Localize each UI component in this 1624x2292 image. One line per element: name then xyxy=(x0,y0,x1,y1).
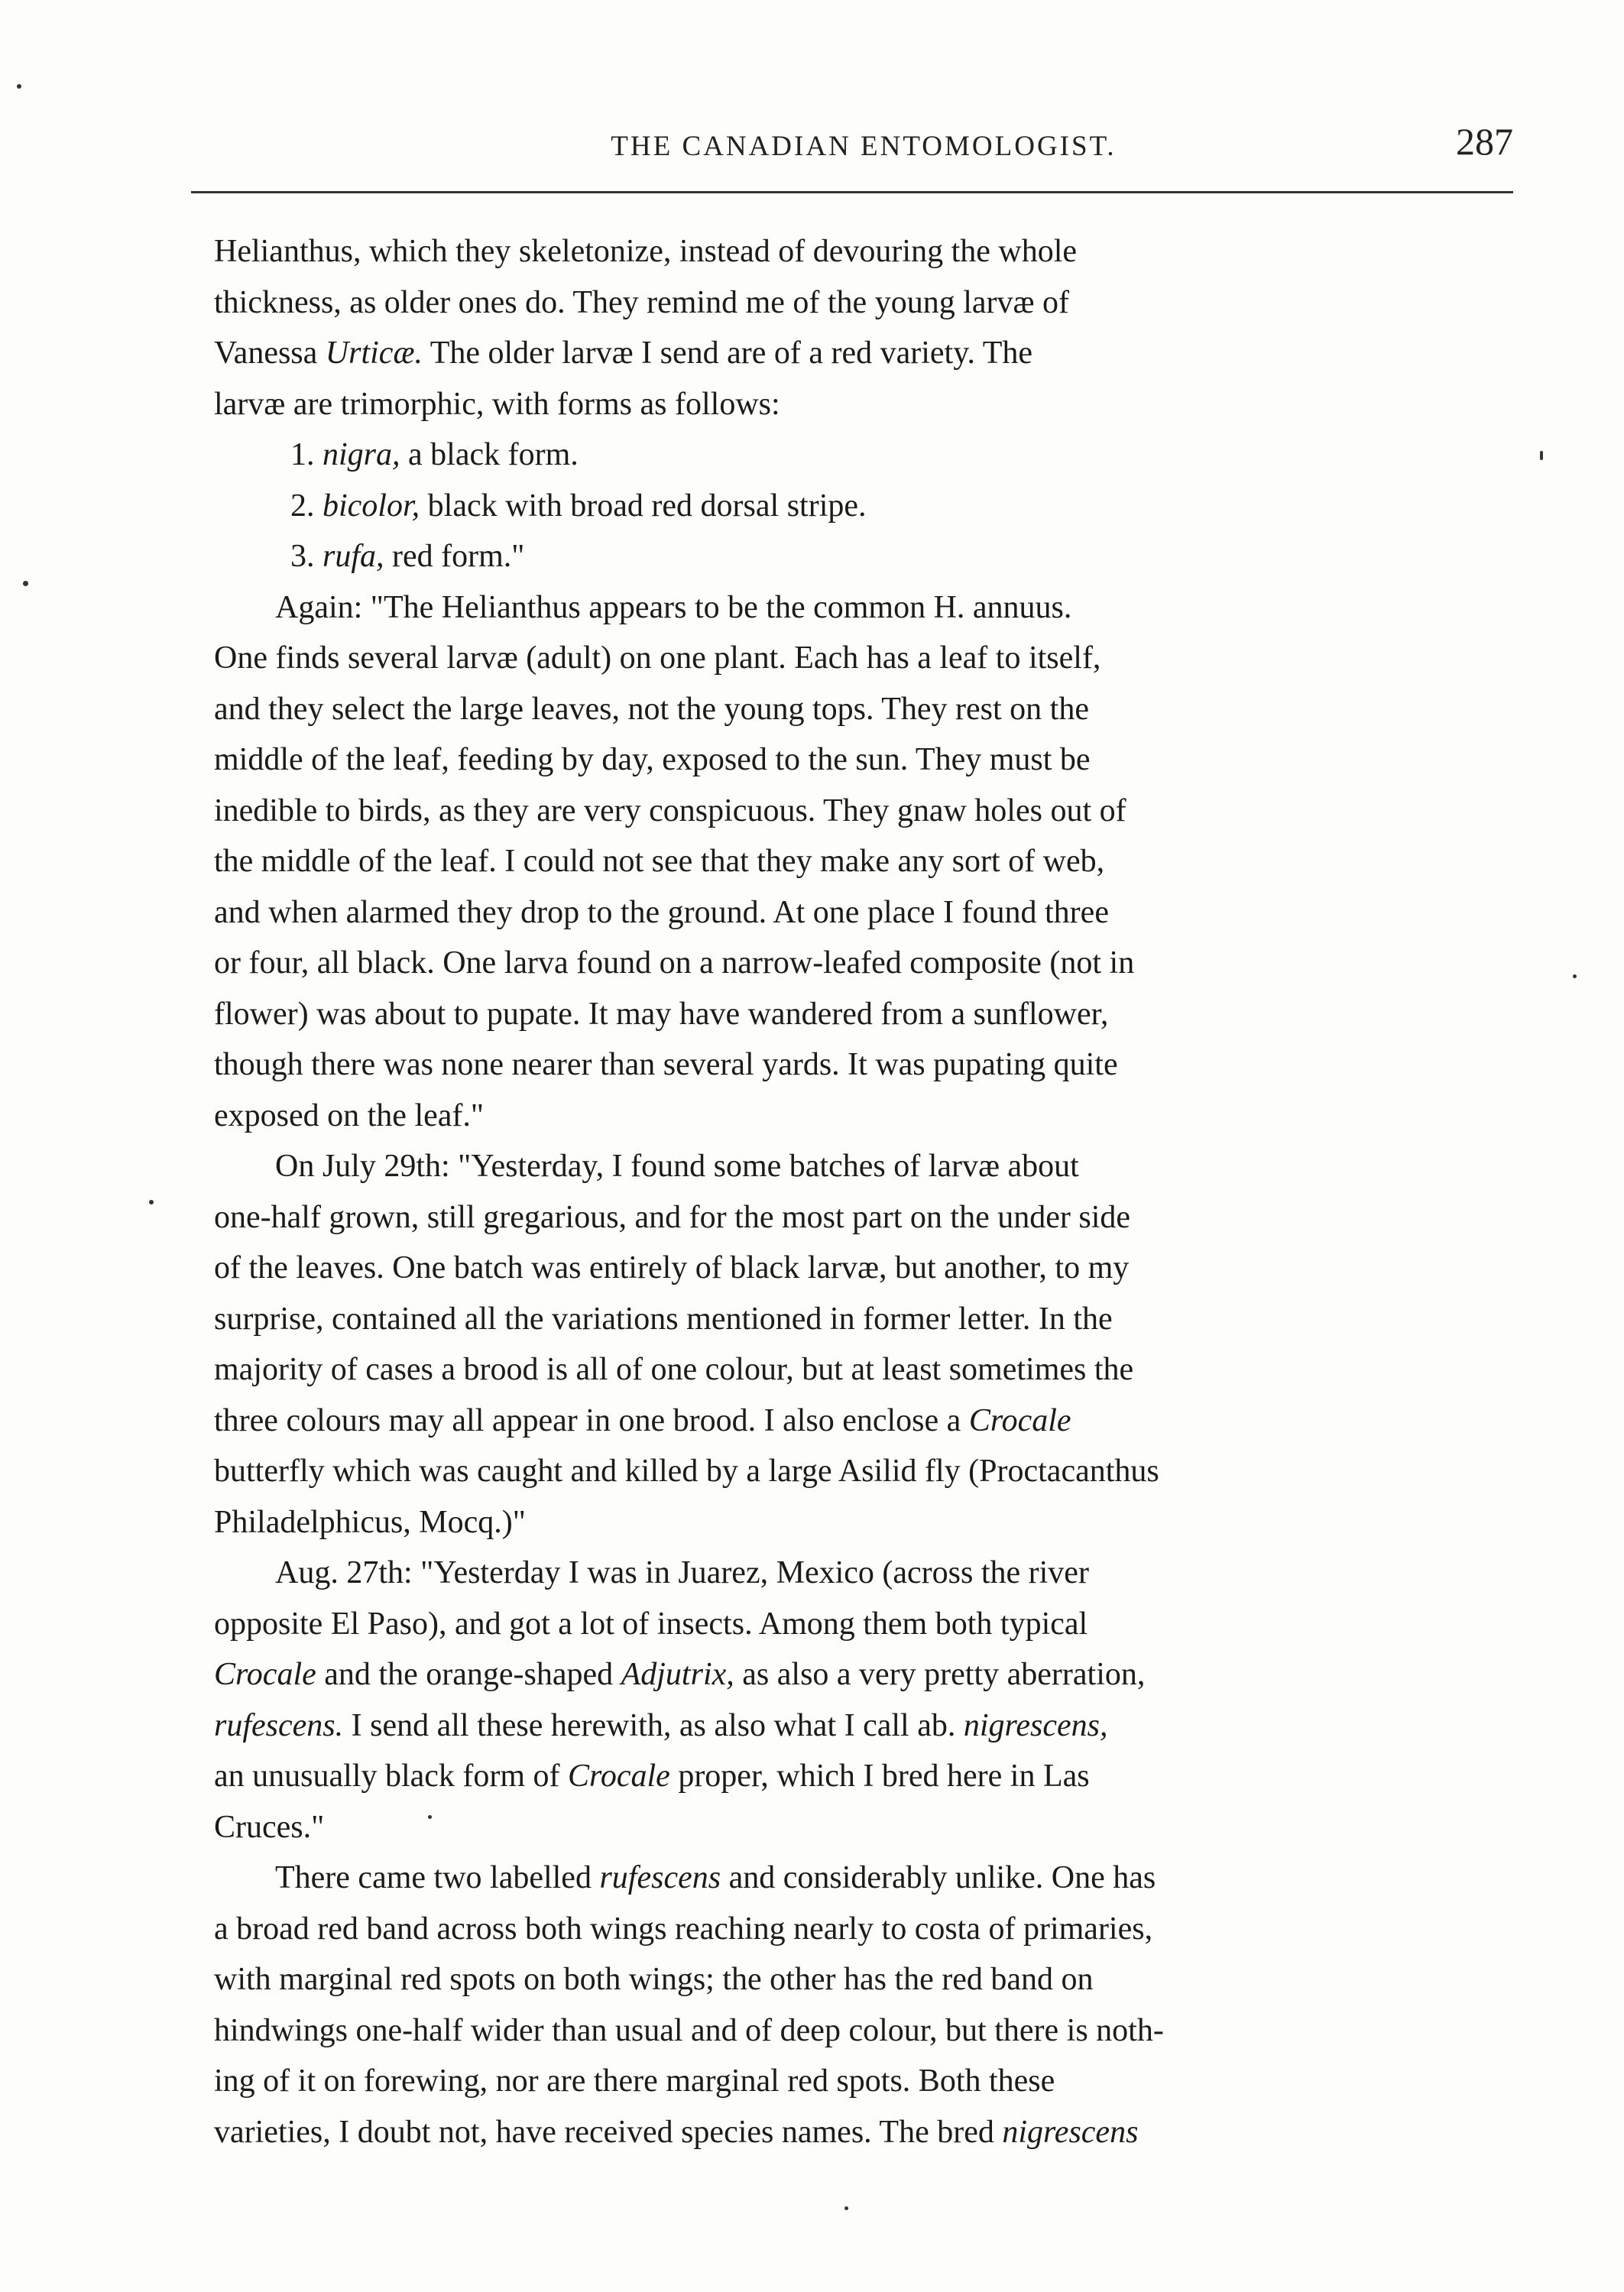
list-item xyxy=(214,430,1513,481)
text-line xyxy=(214,328,1513,379)
text-line: majority of cases a brood is all of one colour, but at least sometimes the xyxy=(214,1352,1134,1387)
text-line: Again: "The Helianthus appears to be the common H. annuus. xyxy=(275,589,1072,625)
scan-speck xyxy=(149,1200,154,1204)
text-line: one-half grown, still gregarious, and for the most part on the under side xyxy=(214,1199,1131,1235)
italic-run: Urticæ. xyxy=(325,336,423,371)
text-line: surprise, contained all the variations mentioned in former letter. In the xyxy=(214,1301,1113,1337)
italic-run: nigra, xyxy=(323,437,400,472)
italic-run: nigrescens, xyxy=(963,1707,1108,1743)
italic-run: Crocale xyxy=(568,1759,670,1794)
scan-speck xyxy=(428,1815,432,1819)
text-line: exposed on the leaf." xyxy=(214,1097,485,1133)
italic-run: rufescens. xyxy=(214,1707,344,1743)
text-run: black with broad red dorsal stripe. xyxy=(420,488,867,524)
text-line: and they select the large leaves, not the young tops. They rest on the xyxy=(214,691,1089,727)
text-run: The older larvæ I send are of a red variety. The xyxy=(422,336,1033,371)
text-line: of the leaves. One batch was entirely of black larvæ, but another, to my xyxy=(214,1250,1130,1285)
text-line: Philadelphicus, Mocq.)" xyxy=(214,1504,526,1540)
text-run: and considerably unlike. One has xyxy=(721,1860,1156,1895)
text-run: an unusually black form of xyxy=(214,1759,569,1794)
text-line: butterfly which was caught and killed by a large Asilid fly (Proctacanthus xyxy=(214,1454,1159,1489)
text-line: with marginal red spots on both wings; the other has the red band on xyxy=(214,1962,1094,1997)
italic-run: rufescens xyxy=(599,1860,721,1895)
text-line xyxy=(214,2107,1513,2158)
text-line: middle of the leaf, feeding by day, exposed to the sun. They must be xyxy=(214,742,1091,777)
text-line: ing of it on forewing, nor are there marginal red spots. Both these xyxy=(214,2063,1055,2099)
text-line: One finds several larvæ (adult) on one plant. Each has a leaf to itself, xyxy=(214,640,1101,676)
text-run: red form." xyxy=(384,539,525,574)
page-number: 287 xyxy=(1456,120,1513,163)
text-line: and when alarmed they drop to the ground. At one place I found three xyxy=(214,894,1109,930)
body-text xyxy=(214,226,1513,2157)
text-line xyxy=(214,1853,1513,1904)
text-run: There came two labelled xyxy=(275,1860,600,1895)
text-run: Vanessa xyxy=(214,336,326,371)
text-line: or four, all black. One larva found on a narrow-leafed composite (not in xyxy=(214,945,1135,981)
running-title: THE CANADIAN ENTOMOLOGIST. xyxy=(611,131,1117,162)
text-line: a broad red band across both wings reaching nearly to costa of primaries, xyxy=(214,1911,1153,1947)
text-line: the middle of the leaf. I could not see that they make any sort of web, xyxy=(214,844,1105,879)
scan-speck xyxy=(1573,974,1577,978)
text-run: three colours may all appear in one brood. I also enclose a xyxy=(214,1402,969,1438)
text-run: and the orange-shaped xyxy=(316,1657,621,1692)
text-line xyxy=(214,1649,1513,1700)
text-line: inedible to birds, as they are very conspicuous. They gnaw holes out of xyxy=(214,793,1126,828)
scan-speck xyxy=(17,84,21,89)
text-run: I send all these herewith, as also what I call ab. xyxy=(343,1707,964,1743)
text-line xyxy=(214,1751,1513,1802)
text-run: 1. xyxy=(290,437,323,472)
page-header xyxy=(214,122,1513,183)
text-run: as also a very pretty aberration, xyxy=(734,1657,1146,1692)
scan-speck xyxy=(1540,451,1543,460)
italic-run: nigrescens xyxy=(1002,2114,1139,2150)
text-line: though there was none nearer than several yards. It was pupating quite xyxy=(214,1047,1118,1082)
text-run: a black form. xyxy=(400,437,579,472)
header-rule xyxy=(191,191,1513,193)
text-line: Aug. 27th: "Yesterday I was in Juarez, Mexico (across the river xyxy=(275,1555,1089,1590)
text-line: opposite El Paso), and got a lot of insects. Among them both typical xyxy=(214,1606,1088,1642)
scan-speck xyxy=(23,581,28,586)
text-line: Helianthus, which they skeletonize, instead of devouring the whole xyxy=(214,234,1078,269)
text-line xyxy=(214,1700,1513,1752)
italic-run: Crocale xyxy=(214,1657,316,1692)
text-run: proper, which I bred here in Las xyxy=(669,1759,1090,1794)
text-line: thickness, as older ones do. They remind me of the young larvæ of xyxy=(214,284,1069,320)
text-run: 3. xyxy=(290,539,323,574)
italic-run: Adjutrix, xyxy=(621,1657,734,1692)
italic-run: Crocale xyxy=(968,1402,1071,1438)
list-item xyxy=(214,531,1513,582)
text-line: larvæ are trimorphic, with forms as follows: xyxy=(214,386,780,422)
text-line xyxy=(214,1396,1513,1447)
list-item xyxy=(214,481,1513,532)
text-line: hindwings one-half wider than usual and of deep colour, but there is noth- xyxy=(214,2012,1164,2048)
italic-run: bicolor, xyxy=(323,488,420,524)
text-line: On July 29th: "Yesterday, I found some batches of larvæ about xyxy=(275,1149,1079,1184)
text-run: varieties, I doubt not, have received species names. The bred xyxy=(214,2114,1003,2150)
scan-speck xyxy=(844,2206,848,2210)
text-line: Cruces." xyxy=(214,1809,325,1845)
italic-run: rufa, xyxy=(323,539,384,574)
text-line: flower) was about to pupate. It may have wandered from a sunflower, xyxy=(214,996,1109,1032)
text-run: 2. xyxy=(290,488,323,524)
